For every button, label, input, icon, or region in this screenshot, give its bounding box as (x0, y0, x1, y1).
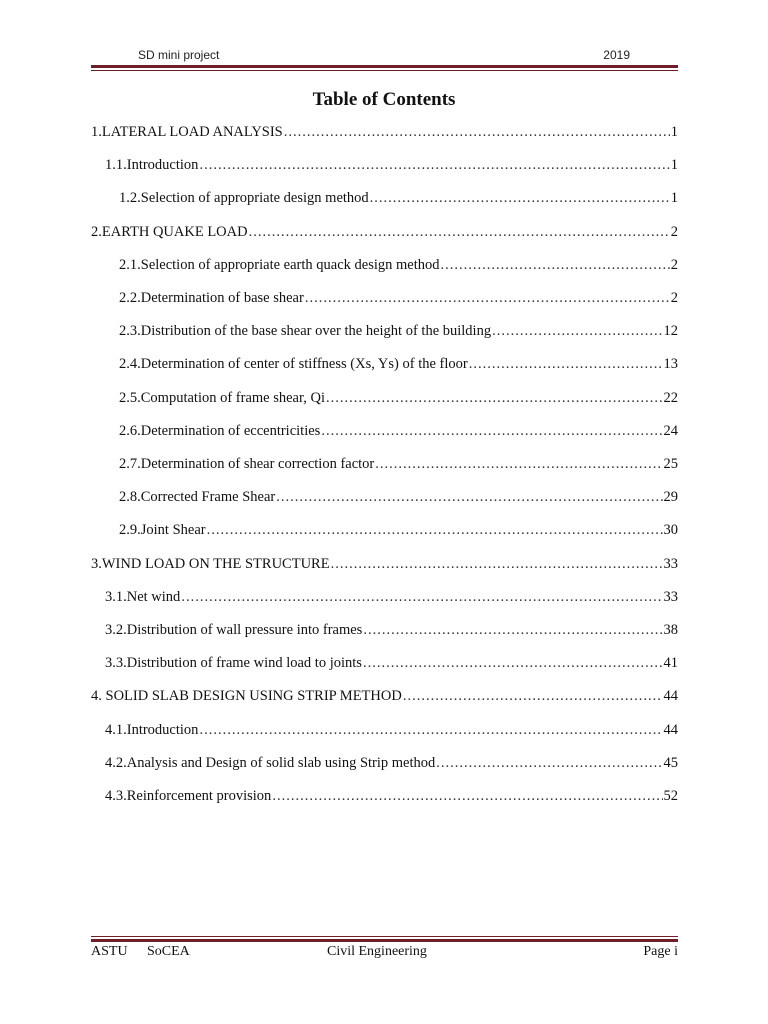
toc-dot-leader (363, 622, 662, 639)
header-year: 2019 (603, 48, 630, 62)
toc-entry-number: 2.1. (119, 256, 141, 273)
toc-entry[interactable] (91, 356, 678, 378)
toc-entry-number: 3. (91, 555, 102, 572)
toc-entry-page: 38 (663, 622, 678, 638)
toc-entry[interactable] (91, 622, 678, 644)
toc-dot-leader (375, 456, 662, 473)
toc-entry-page: 12 (663, 323, 678, 340)
toc-entry-number: 2.4. (119, 356, 141, 373)
toc-entry-number: 2.6. (119, 422, 141, 439)
toc-entry[interactable] (91, 688, 678, 710)
toc-entry-page: 2 (670, 290, 678, 306)
toc-dot-leader (469, 356, 663, 373)
toc-entry[interactable] (91, 423, 678, 445)
toc-entry-page: 1 (670, 190, 678, 207)
toc-entry-page: 44 (663, 721, 678, 738)
toc-entry[interactable] (91, 722, 678, 744)
toc-dot-leader (207, 522, 663, 539)
toc-entry[interactable] (91, 556, 678, 578)
footer-university: ASTU (91, 944, 128, 959)
toc-dot-leader (326, 390, 663, 407)
toc-dot-leader (305, 290, 670, 307)
toc-dot-leader (276, 489, 662, 506)
toc-entry-number: 4.2. (105, 754, 127, 771)
toc-entry[interactable] (91, 257, 678, 279)
toc-entry-title: Analysis and Design of solid slab using Strip method (126, 754, 436, 771)
toc-dot-leader (441, 257, 670, 274)
toc-dot-leader (199, 157, 669, 174)
toc-dot-leader (284, 124, 670, 141)
toc-entry-page: 33 (663, 588, 678, 605)
toc-entry-title: Selection of appropriate earth quack design method (140, 256, 440, 273)
toc-dot-leader (370, 190, 670, 207)
toc-entry[interactable] (91, 190, 678, 212)
toc-entry-page: 44 (663, 688, 678, 705)
toc-entry-page: 13 (663, 356, 678, 373)
toc-entry-number: 1.1. (105, 157, 127, 174)
toc-entry-page: 25 (663, 456, 678, 472)
header-project-title: SD mini project (138, 48, 220, 62)
toc-dot-leader (249, 224, 670, 241)
header-rule-thick (91, 65, 678, 68)
toc-entry-page: 1 (670, 124, 678, 140)
toc-entry[interactable] (91, 224, 678, 246)
toc-entry[interactable] (91, 522, 678, 544)
toc-entry-title: Determination of center of stiffness (Xs, Ys) of the floor (140, 356, 468, 373)
toc-entry-page: 22 (663, 389, 678, 406)
toc-dot-leader (199, 722, 662, 739)
toc-entry[interactable] (91, 323, 678, 345)
toc-entry-title: Selection of appropriate design method (140, 190, 369, 207)
toc-entry-page: 2 (670, 223, 678, 240)
toc-entry-page: 30 (663, 522, 678, 539)
footer-page-number: Page i (643, 944, 678, 959)
toc-entry[interactable] (91, 589, 678, 611)
toc-entry-number: 2.5. (119, 389, 141, 406)
toc-entry-number: 4.1. (105, 721, 127, 738)
toc-entry-number: 1.2. (119, 190, 141, 207)
header-rule-thin (91, 70, 678, 71)
toc-entry-title: Net wind (126, 588, 181, 605)
toc-entry-page: 33 (663, 555, 678, 572)
toc-dot-leader (403, 688, 663, 705)
toc-entry-number: 4.3. (105, 788, 127, 804)
toc-entry-page: 24 (663, 422, 678, 439)
page-title: Table of Contents (312, 89, 456, 110)
toc-entry-title: 4. SOLID SLAB DESIGN USING STRIP METHOD (91, 688, 402, 705)
footer-department: Civil Engineering (327, 944, 427, 959)
toc-dot-leader (331, 556, 663, 573)
toc-entry-title: Determination of eccentricities (140, 422, 321, 439)
footer-school: SoCEA (147, 944, 190, 959)
toc-entry-number: 3.3. (105, 655, 127, 672)
toc-entry-title: Computation of frame shear, Qi (140, 389, 325, 406)
toc-entry-title: Distribution of frame wind load to joints (126, 655, 362, 672)
toc-entry[interactable] (91, 755, 678, 777)
toc-entry-title: Determination of shear correction factor (140, 456, 375, 472)
toc-entry[interactable] (91, 390, 678, 412)
toc-entry-page: 1 (670, 157, 678, 174)
toc-entry[interactable] (91, 655, 678, 677)
toc-entry-title: Joint Shear (140, 522, 206, 539)
toc-entry-number: 2.8. (119, 489, 141, 506)
toc-dot-leader (181, 589, 662, 606)
toc-dot-leader (321, 423, 662, 440)
toc-entry-title: Reinforcement provision (126, 788, 272, 804)
toc-entry-number: 3.2. (105, 622, 127, 638)
toc-entry-number: 2.3. (119, 323, 141, 340)
toc-entry-title: EARTH QUAKE LOAD (101, 223, 248, 240)
toc-dot-leader (272, 788, 662, 805)
toc-entry-title: WIND LOAD ON THE STRUCTURE (101, 555, 330, 572)
toc-entry[interactable] (91, 456, 678, 478)
toc-entry[interactable] (91, 157, 678, 179)
toc-entry-title: Distribution of the base shear over the height of the building (140, 323, 492, 340)
toc-dot-leader (363, 655, 663, 672)
toc-entry-number: 1. (91, 124, 102, 140)
toc-entry-number: 2.2. (119, 290, 141, 306)
toc-entry-page: 2 (670, 256, 678, 273)
toc-dot-leader (492, 323, 662, 340)
toc-entry-page: 41 (663, 655, 678, 672)
toc-entry-title: Corrected Frame Shear (140, 489, 276, 506)
toc-entry-page: 52 (663, 788, 678, 804)
toc-entry-title: LATERAL LOAD ANALYSIS (101, 124, 283, 140)
footer-rule-thin (91, 936, 678, 937)
toc-entry-number: 3.1. (105, 588, 127, 605)
toc-entry[interactable] (91, 788, 678, 810)
toc-entry-title: Determination of base shear (140, 290, 304, 306)
footer-rule-thick (91, 939, 678, 942)
toc-dot-leader (436, 755, 662, 772)
toc-entry[interactable] (91, 489, 678, 511)
toc-entry-title: Introduction (126, 157, 199, 174)
toc-entry-number: 2.9. (119, 522, 141, 539)
toc-entry[interactable] (91, 124, 678, 146)
toc-entry-title: Introduction (126, 721, 199, 738)
toc-entry-page: 29 (663, 489, 678, 506)
toc-entry-page: 45 (663, 754, 678, 771)
toc-entry[interactable] (91, 290, 678, 312)
toc-entry-number: 2.7. (119, 456, 141, 472)
toc-entry-number: 2. (91, 223, 102, 240)
toc-entry-title: Distribution of wall pressure into frames (126, 622, 363, 638)
